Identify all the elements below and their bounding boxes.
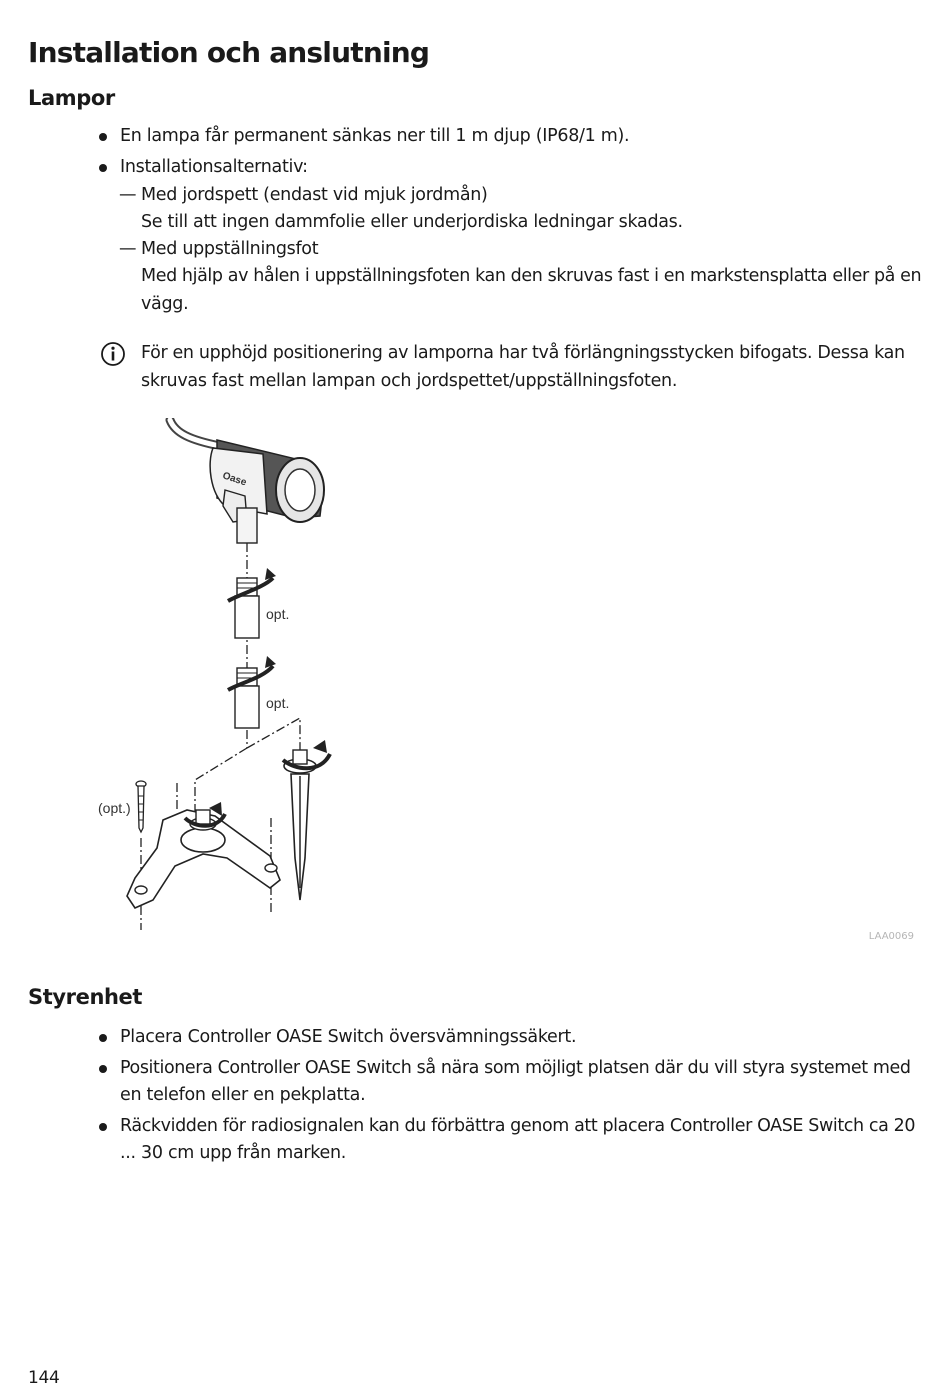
bullet-dot — [99, 133, 107, 141]
bullet-dot — [99, 164, 107, 172]
sub-item-title-spike: Med jordspett (endast vid mjuk jordmån) — [141, 185, 488, 205]
extension-piece-1 — [228, 568, 276, 638]
section-heading-styrenhet: Styrenhet — [28, 985, 143, 1009]
note-text: För en upphöjd positionering av lamporna har två förlängningsstycken bifogats. Dessa kan — [141, 343, 905, 363]
label-opt-1: opt. — [266, 606, 290, 622]
sub-item-text-stand: Med hjälp av hålen i uppställningsfoten kan den skruvas fast i en markstensplatta eller på en — [141, 266, 922, 286]
lamp-brand-label: Oase — [221, 470, 248, 489]
sub-item-text-spike: Se till att ingen dammfolie eller underjordiska ledningar skadas. — [141, 212, 683, 232]
stand-foot-illustration — [127, 802, 280, 908]
sub-item-text-stand-cont: vägg. — [141, 294, 189, 314]
sub-item-title-stand: Med uppställningsfot — [141, 239, 319, 259]
lamp-illustration — [210, 440, 324, 543]
label-opt-2: opt. — [266, 695, 290, 711]
bullet-dot — [99, 1065, 107, 1073]
controller-bullet-2-cont: en telefon eller en pekplatta. — [120, 1085, 366, 1105]
ground-spike-illustration — [283, 740, 330, 900]
controller-bullet-2: Positionera Controller OASE Switch så nära som möjligt platsen där du vill styra systemet med — [120, 1058, 911, 1078]
dash-marker: — — [119, 239, 137, 259]
controller-bullet-1: Placera Controller OASE Switch översvämningssäkert. — [120, 1027, 577, 1047]
figure-code: LAA0069 — [868, 931, 914, 942]
label-opt-screw: (opt.) — [98, 800, 131, 816]
page-title: Installation och anslutning — [28, 36, 430, 69]
dash-marker: — — [119, 185, 137, 205]
info-circle-icon — [100, 341, 126, 367]
screw-illustration — [136, 781, 146, 832]
extension-piece-2 — [228, 656, 276, 728]
bullet-text-options: Installationsalternativ: — [120, 157, 308, 177]
bullet-dot — [99, 1123, 107, 1131]
controller-bullet-3-cont: ... 30 cm upp från marken. — [120, 1143, 347, 1163]
section-heading-lampor: Lampor — [28, 86, 115, 110]
controller-bullet-3: Räckvidden för radiosignalen kan du förbättra genom att placera Controller OASE Switch ca 20 — [120, 1116, 916, 1136]
note-text-cont: skruvas fast mellan lampan och jordspettet/uppställningsfoten. — [141, 371, 678, 391]
bullet-text-depth: En lampa får permanent sänkas ner till 1 m djup (IP68/1 m). — [120, 126, 630, 146]
installation-figure — [95, 418, 345, 933]
bullet-dot — [99, 1034, 107, 1042]
page-number: 144 — [28, 1368, 60, 1388]
